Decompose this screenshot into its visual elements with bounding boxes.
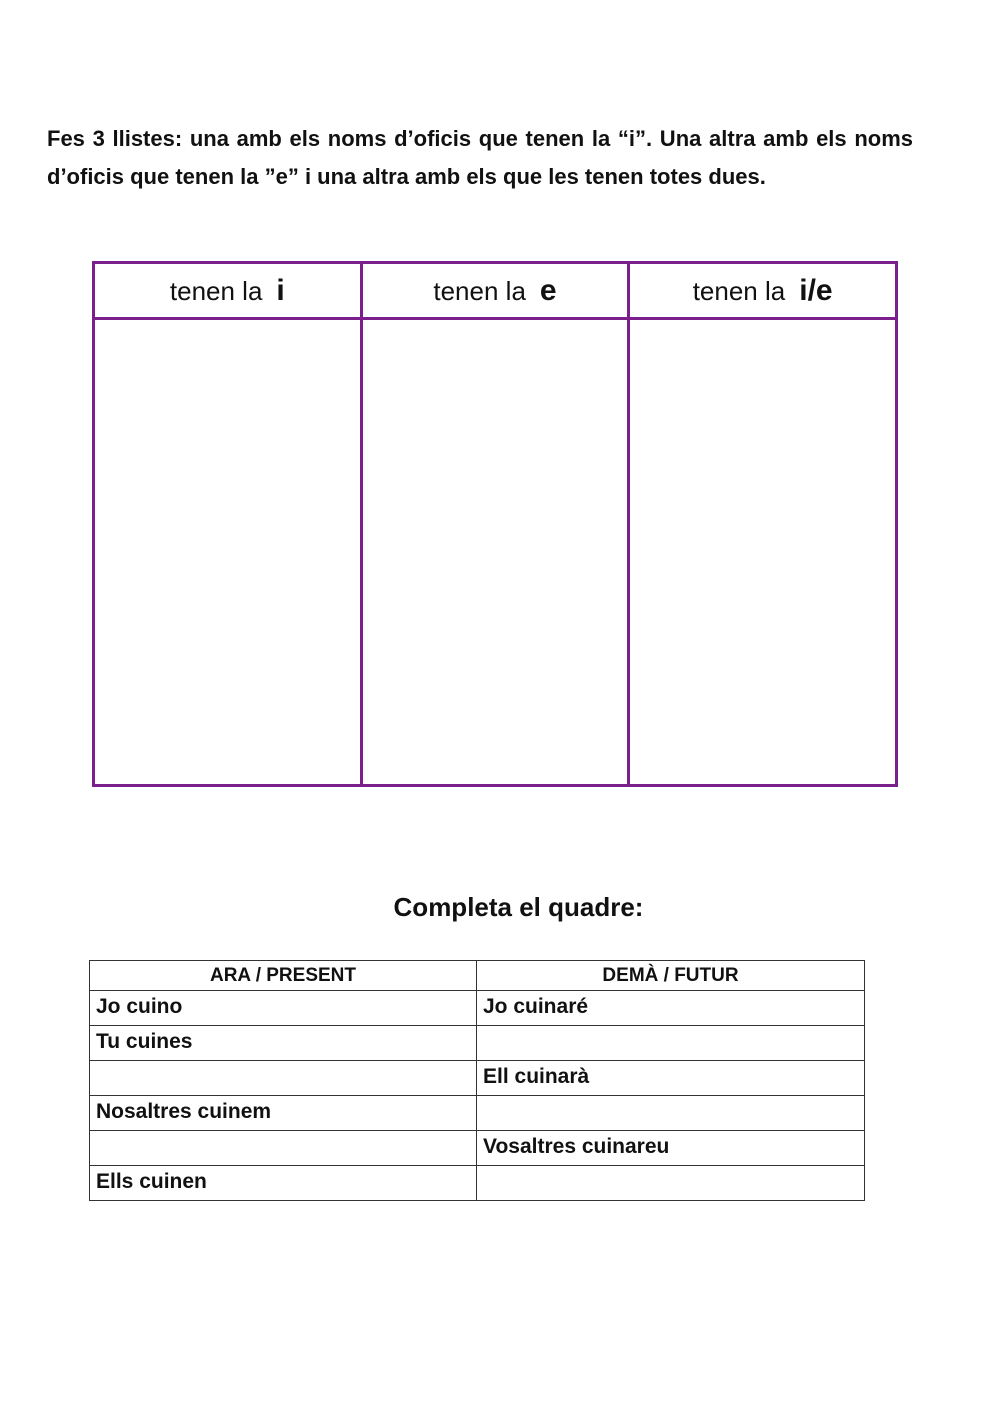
header-e-letter: e [539,273,557,307]
header-i-prefix: tenen la [169,275,263,306]
future-cell[interactable]: Ell cuinarà [477,1061,865,1096]
table-row [90,991,865,1026]
header-future: DEMÀ / FUTUR [477,961,865,991]
instructions-text: Fes 3 llistes: una amb els noms d’oficis que tenen la “i”. Una altra amb els noms d’oficis que tenen la ”e” i una altra amb els que les tenen totes dues. [47,126,913,189]
lists-header-row [94,263,897,319]
present-cell[interactable] [90,1131,477,1166]
table-row [90,1061,865,1096]
header-i [94,263,362,319]
header-ie [629,263,897,319]
verb-table [89,960,865,1201]
section-title: Completa el quadre: [393,892,644,922]
lists-body-row [94,319,897,786]
future-cell[interactable] [477,1166,865,1201]
header-present: ARA / PRESENT [90,961,477,991]
table-row [90,1131,865,1166]
list-ie-area[interactable] [629,319,897,786]
future-cell[interactable] [477,1096,865,1131]
header-ie-prefix: tenen la [692,275,786,306]
future-cell[interactable]: Jo cuinaré [477,991,865,1026]
present-cell[interactable]: Ells cuinen [90,1166,477,1201]
header-e-prefix: tenen la [433,275,526,306]
table-row [90,1026,865,1061]
future-cell[interactable] [477,1026,865,1061]
list-i-area[interactable] [94,319,362,786]
present-cell[interactable] [90,1061,477,1096]
present-cell[interactable]: Tu cuines [90,1026,477,1061]
lists-table [92,261,898,787]
present-cell[interactable]: Jo cuino [90,991,477,1026]
list-e-area[interactable] [361,319,629,786]
present-cell[interactable]: Nosaltres cuinem [90,1096,477,1131]
verb-header-row [90,961,865,991]
table-row [90,1166,865,1201]
header-i-letter: i [276,273,285,307]
header-e [361,263,629,319]
table-row [90,1096,865,1131]
header-ie-letter: i/e [799,273,833,307]
future-cell[interactable]: Vosaltres cuinareu [477,1131,865,1166]
